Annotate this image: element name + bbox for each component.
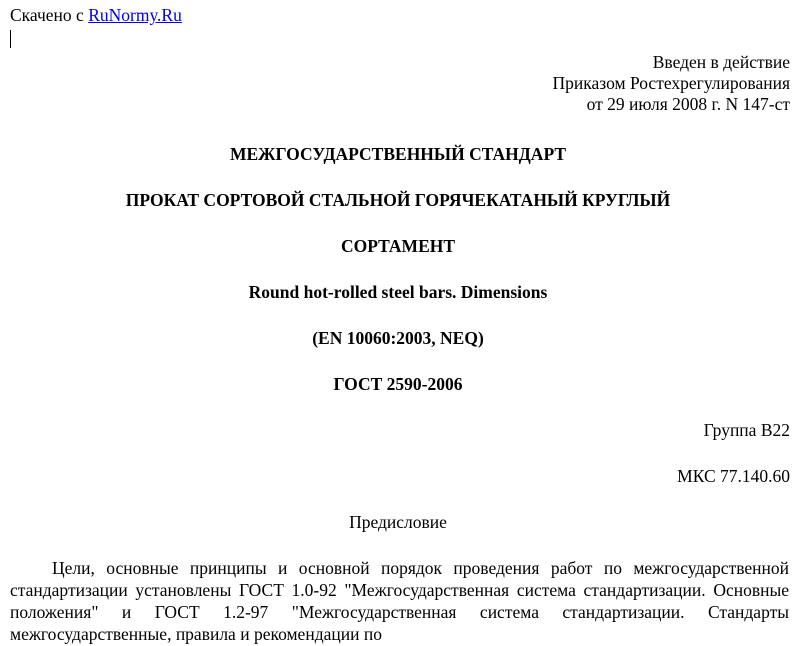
preface-heading: Предисловие (349, 512, 447, 532)
gost-number: ГОСТ 2590-2006 (333, 374, 463, 394)
group-code: Группа В22 (703, 420, 790, 440)
title-ru: ПРОКАТ СОРТОВОЙ СТАЛЬНОЙ ГОРЯЧЕКАТАНЫЙ КРУГЛЫЙ (125, 190, 671, 210)
title-en: Round hot-rolled steel bars. Dimensions (248, 282, 548, 302)
source-link[interactable]: RuNormy.Ru (88, 5, 182, 25)
enactment-line-1: Введен в действие (652, 52, 790, 72)
mks-code: МКС 77.140.60 (677, 466, 790, 486)
enactment-line-2: Приказом Ростехрегулирования (552, 73, 790, 93)
preface-paragraph: Цели, основные принципы и основной порядок проведения работ по межгосударственной стандартизации установлены ГОСТ 1.0-92 "Межгосударственная система стандартизации. Основные положения" и ГОСТ 1.2-97 "Межгосударственная система стандартизации. Стандарты межгосударственные, правила и рекомендации по (10, 558, 789, 644)
enactment-line-3: от 29 июля 2008 г. N 147-ст (586, 94, 790, 114)
equivalence-note: (EN 10060:2003, NEQ) (312, 328, 484, 348)
standard-type-heading: МЕЖГОСУДАРСТВЕННЫЙ СТАНДАРТ (229, 144, 567, 164)
text-cursor (10, 30, 11, 48)
subtitle-ru: СОРТАМЕНТ (340, 236, 456, 256)
source-prefix: Скачено с (10, 5, 84, 25)
source-line (10, 4, 182, 26)
enactment-block (553, 52, 790, 115)
